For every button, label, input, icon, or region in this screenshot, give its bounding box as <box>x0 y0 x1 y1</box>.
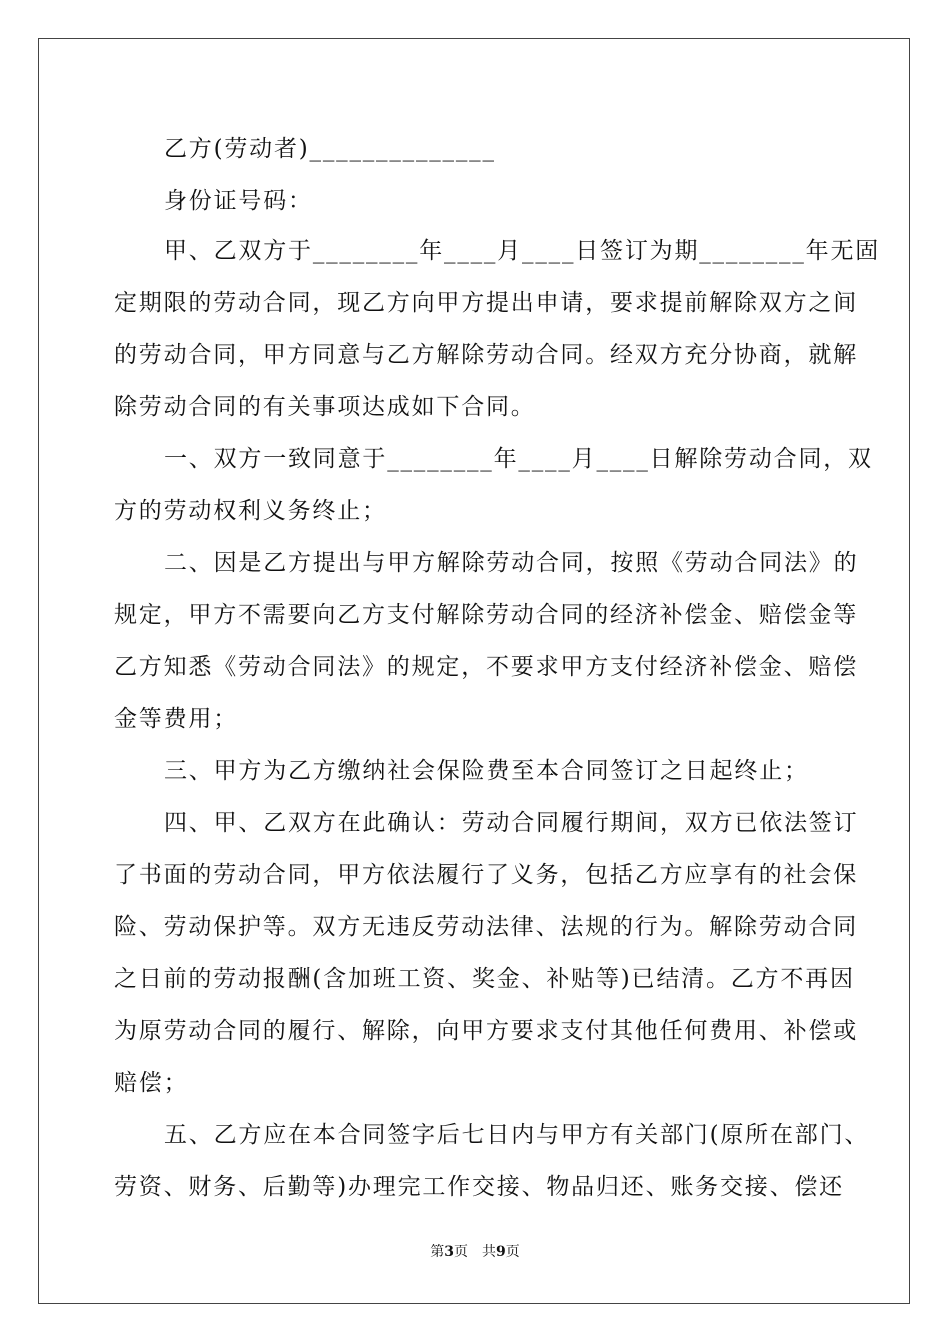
intro-line-3: 的劳动合同，甲方同意与乙方解除劳动合同。经双方充分协商，就解 <box>114 342 858 368</box>
footer-text: 第 <box>430 1244 445 1260</box>
blank-term: ________ <box>699 238 806 264</box>
id-number-label: 身份证号码： <box>164 188 313 214</box>
clause-text: 月 <box>571 446 597 472</box>
intro-text: 甲、乙双方于 <box>164 238 313 264</box>
clause-2-line-1: 二、因是乙方提出与甲方解除劳动合同，按照《劳动合同法》的 <box>164 550 859 576</box>
intro-text: 年无固 <box>805 238 881 264</box>
clause-1-line-1 <box>164 444 873 474</box>
blank-day: ____ <box>522 238 576 264</box>
clause-5-line-1: 五、乙方应在本合同签字后七日内与甲方有关部门(原所在部门、 <box>164 1122 870 1148</box>
current-page-number: 3 <box>444 1244 454 1260</box>
blank-month: ____ <box>518 446 572 472</box>
clause-text: 一、双方一致同意于 <box>164 446 388 472</box>
intro-text: 月 <box>497 238 523 264</box>
footer-text: 共 <box>482 1244 496 1260</box>
clause-1-line-2: 方的劳动权利义务终止； <box>114 498 387 524</box>
blank-year: ________ <box>387 446 494 472</box>
intro-text: 日签订为期 <box>575 238 700 264</box>
intro-text: 年 <box>419 238 445 264</box>
intro-line-4: 除劳动合同的有关事项达成如下合同。 <box>114 394 536 420</box>
clause-2-line-4: 金等费用； <box>114 706 238 732</box>
party-b-blank: ______________ <box>309 136 496 162</box>
blank-year: ________ <box>312 238 420 264</box>
clause-4-line-6: 赔偿； <box>114 1070 189 1096</box>
footer-text: 页 <box>454 1244 468 1260</box>
clause-4-line-2: 了书面的劳动合同，甲方依法履行了义务，包括乙方应享有的社会保 <box>114 862 858 888</box>
intro-line-2: 定期限的劳动合同，现乙方向甲方提出申请，要求提前解除双方之间 <box>114 290 858 316</box>
clause-3-line-1: 三、甲方为乙方缴纳社会保险费至本合同签订之日起终止； <box>164 758 809 784</box>
clause-4-line-3: 险、劳动保护等。双方无违反劳动法律、法规的行为。解除劳动合同 <box>114 914 858 940</box>
clause-text: 年 <box>493 446 519 472</box>
footer-text: 页 <box>505 1244 520 1260</box>
clause-2-line-2: 规定，甲方不需要向乙方支付解除劳动合同的经济补偿金、赔偿金等 <box>114 602 858 628</box>
clause-text: 日解除劳动合同，双 <box>649 446 873 472</box>
clause-4-line-4: 之日前的劳动报酬(含加班工资、奖金、补贴等)已结清。乙方不再因 <box>114 966 855 992</box>
blank-month: ____ <box>444 238 498 264</box>
party-b-label: 乙方(劳动者) <box>164 136 310 162</box>
clause-2-line-3: 乙方知悉《劳动合同法》的规定，不要求甲方支付经济补偿金、赔偿 <box>114 654 858 680</box>
page-footer <box>0 1243 950 1261</box>
clause-4-line-1: 四、甲、乙双方在此确认：劳动合同履行期间，双方已依法签订 <box>164 810 859 836</box>
intro-line-1 <box>164 236 880 266</box>
blank-day: ____ <box>596 446 650 472</box>
clause-4-line-5: 为原劳动合同的履行、解除，向甲方要求支付其他任何费用、补偿或 <box>114 1018 858 1044</box>
party-b-line <box>164 134 496 164</box>
clause-5-line-2: 劳资、财务、后勤等)办理完工作交接、物品归还、账务交接、偿还 <box>114 1174 844 1200</box>
total-page-number: 9 <box>496 1244 506 1260</box>
